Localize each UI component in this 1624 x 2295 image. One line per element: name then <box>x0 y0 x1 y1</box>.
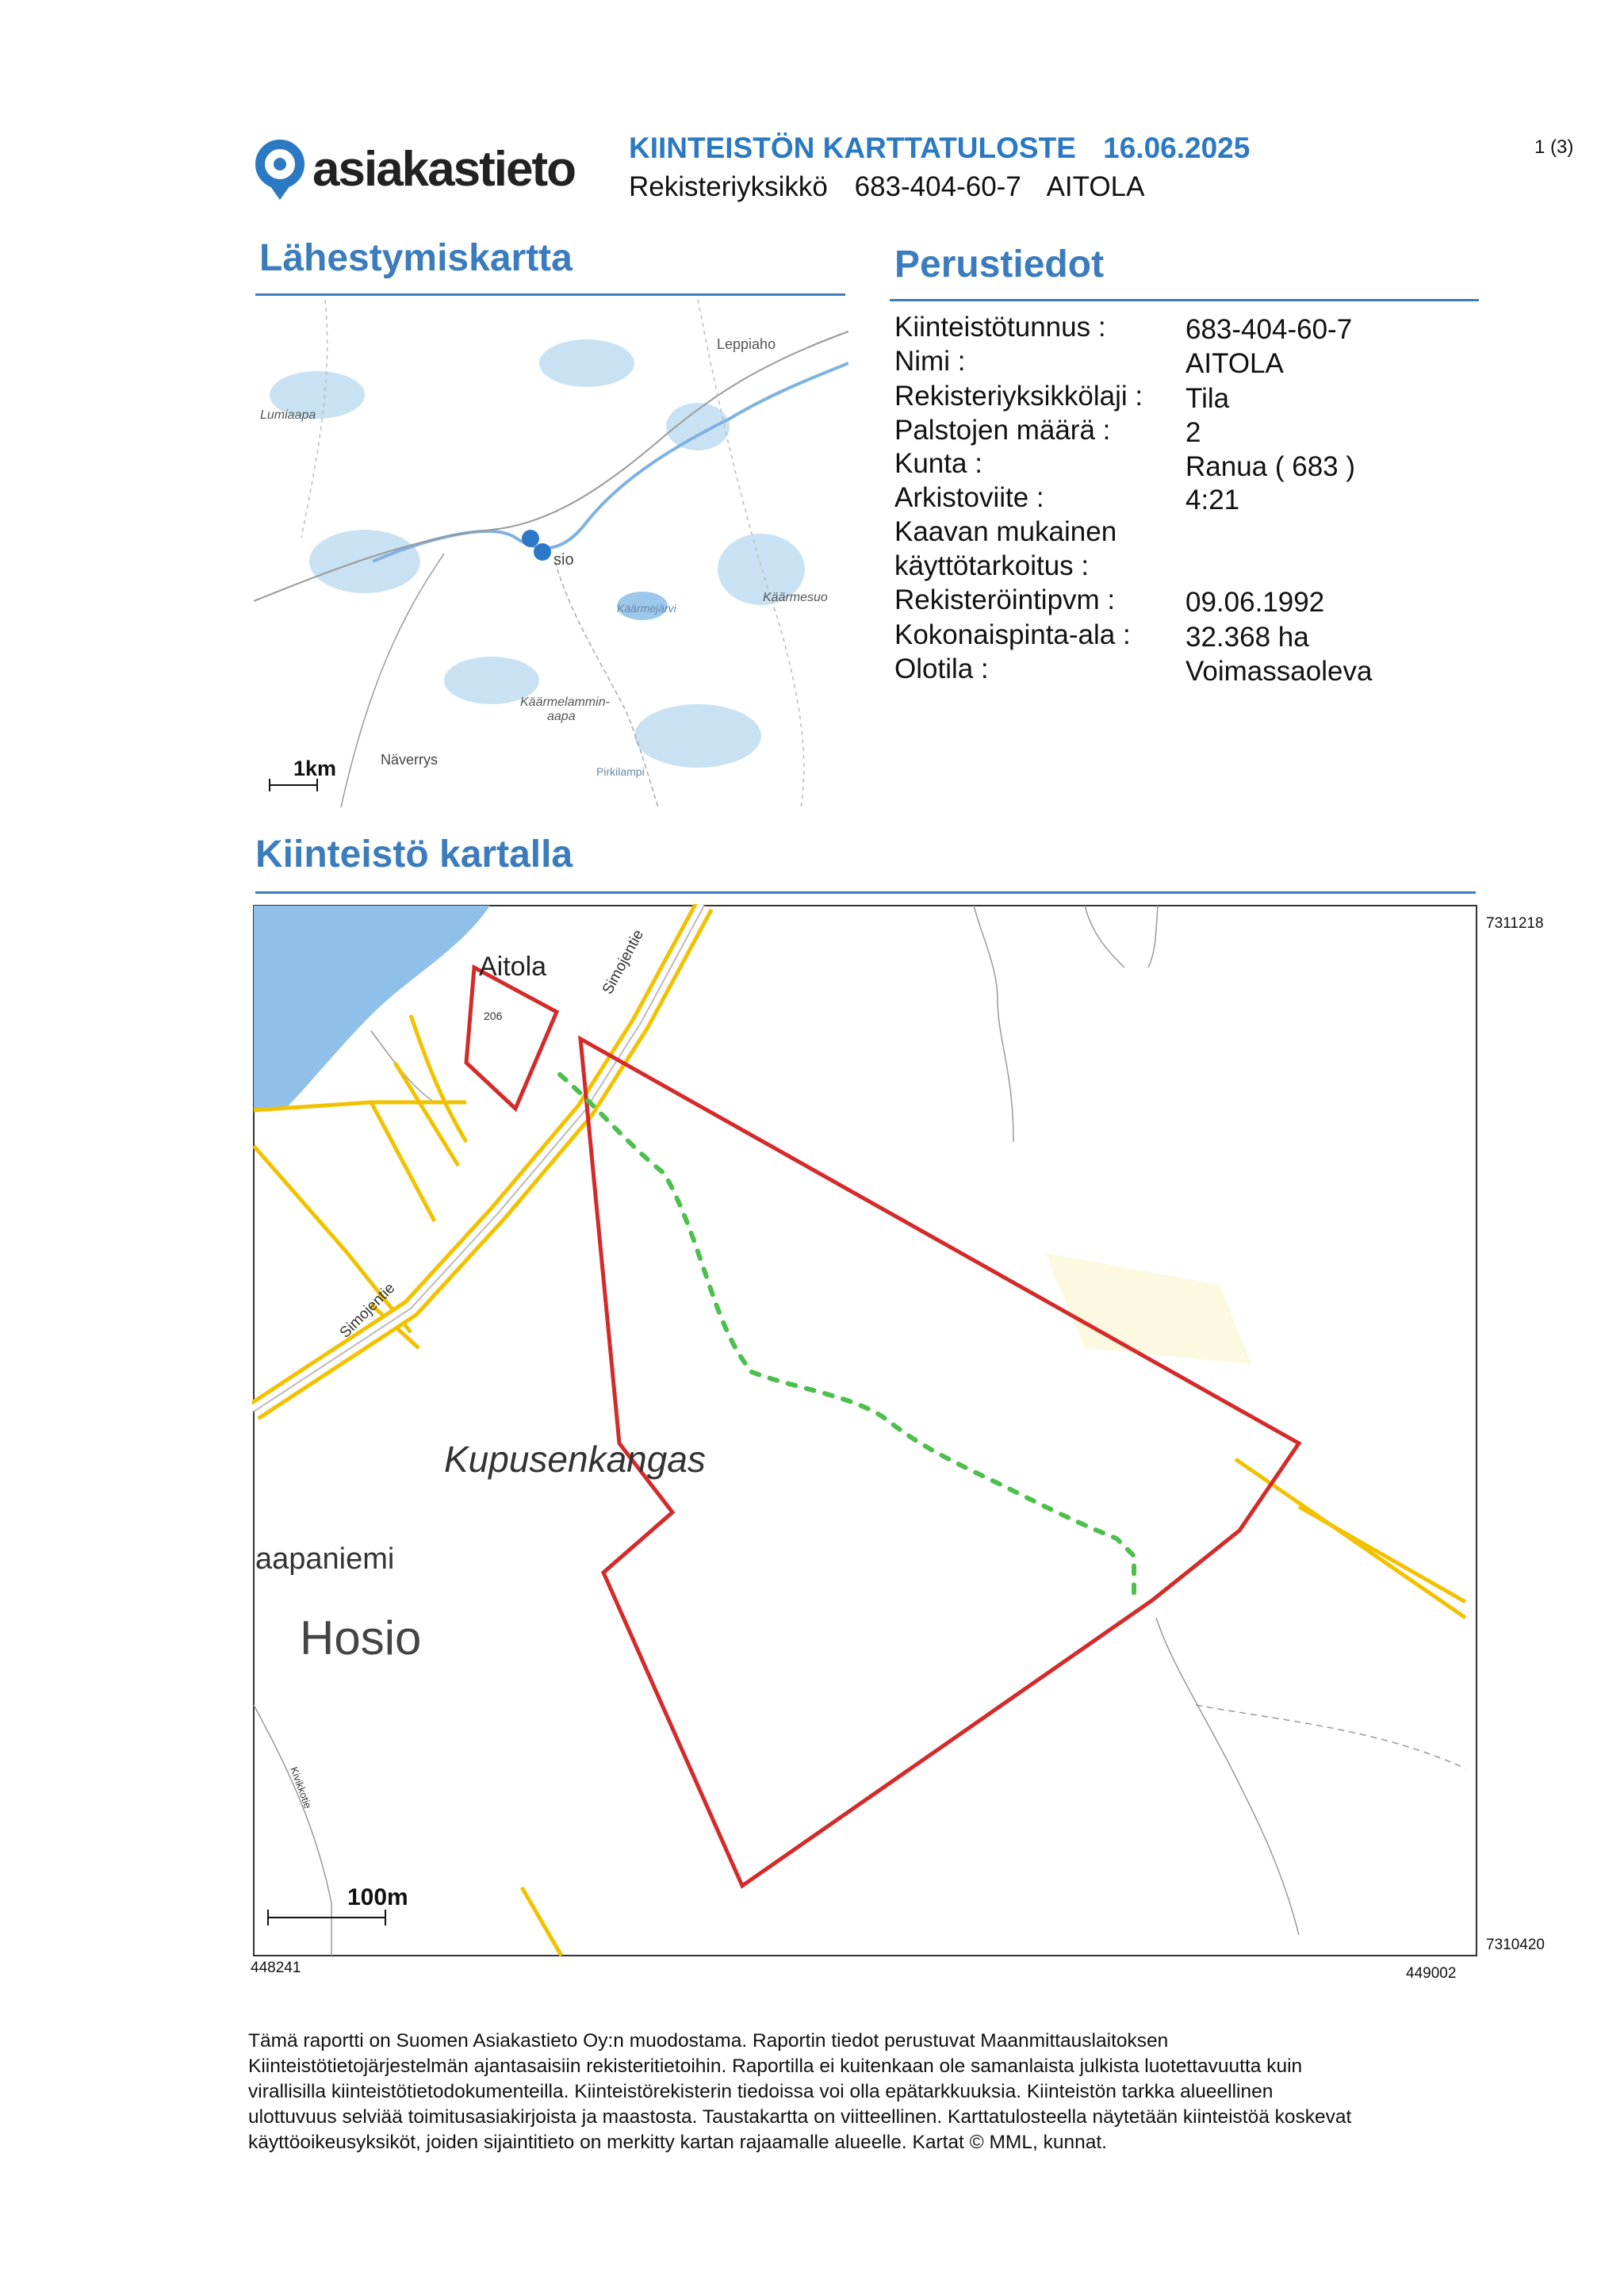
coord-north: 7311218 <box>1486 915 1544 932</box>
footer-line-4: ulottuvuus selviää toimitusasiakirjoista ja maastosta. Taustakartta on viitteellinen. Karttatulosteella näytetään kiinteistöä koskevat <box>248 2106 1352 2128</box>
footer-line-3: virallisilla kiinteistötietodokumenteilla. Kiinteistörekisterin tiedoissa voi olla epätarkkuuksia. Kiinteistön tarkka alueellinen <box>248 2081 1274 2102</box>
info-value-status: Voimassaoleva <box>1185 656 1373 687</box>
info-value-total-area: 32.368 ha <box>1185 622 1309 653</box>
report-title <box>629 132 1250 165</box>
asiakastieto-logo <box>255 136 580 200</box>
label-simojentie-1: Simojentie <box>599 927 648 998</box>
unit-label: Rekisteriyksikkö <box>629 171 828 202</box>
coord-east: 449002 <box>1406 1965 1457 1982</box>
info-label-name: Nimi : <box>894 346 966 377</box>
label-aapaniemi: aapaniemi <box>255 1542 395 1576</box>
label-aitola: Aitola <box>479 952 547 982</box>
approach-map <box>254 300 848 807</box>
label-kaarmesuo: Käärmesuo <box>763 591 828 604</box>
report-date: 16.06.2025 <box>1103 132 1251 164</box>
footer-line-2: Kiinteistötietojärjestelmän ajantasaisiin rekisteritietoihin. Raportilla ei kuitenkaan ole samanlaista julkista luotettavuutta kuin <box>248 2056 1303 2077</box>
info-label-zoning-1: Kaavan mukainen <box>894 516 1117 547</box>
info-label-registration-date: Rekisteröintipvm : <box>894 584 1116 615</box>
label-aapa: aapa <box>547 710 576 723</box>
property-map <box>252 904 1481 1959</box>
label-hosio: sio <box>553 551 574 569</box>
info-label-total-area: Kokonaispinta-ala : <box>894 619 1131 650</box>
property-map-scale-label: 100m <box>347 1884 408 1910</box>
info-value-unit-type: Tila <box>1185 383 1230 414</box>
approach-map-divider <box>255 293 845 296</box>
basic-info-heading: Perustiedot <box>894 243 1105 285</box>
report-title-text: KIINTEISTÖN KARTTATULOSTE <box>629 132 1076 164</box>
property-map-heading: Kiinteistö kartalla <box>255 833 573 875</box>
approach-map-scale-label: 1km <box>293 757 337 780</box>
label-simojentie-2: Simojentie <box>336 1279 399 1342</box>
basic-info-divider <box>890 299 1479 301</box>
info-label-property-id: Kiinteistötunnus : <box>894 312 1106 343</box>
info-value-parcel-count: 2 <box>1185 417 1201 448</box>
coord-south: 7310420 <box>1486 1937 1545 1953</box>
page-number: 1 (3) <box>1534 136 1574 158</box>
info-label-unit-type: Rekisteriyksikkölaji : <box>894 381 1143 412</box>
info-value-property-id: 683-404-60-7 <box>1185 314 1353 345</box>
info-value-name: AITOLA <box>1185 348 1284 379</box>
label-naverrys: Näverrys <box>381 752 439 768</box>
register-unit-line <box>629 171 1163 203</box>
info-value-archive-ref: 4:21 <box>1185 485 1240 515</box>
info-value-registration-date: 09.06.1992 <box>1185 587 1325 618</box>
label-hosio-property: Hosio <box>300 1611 422 1665</box>
location-marker-icon-2 <box>534 543 551 561</box>
info-label-parcel-count: Palstojen määrä : <box>894 415 1111 446</box>
label-lumiaapa: Lumiaapa <box>260 408 316 422</box>
label-leppiaho: Leppiaho <box>717 336 776 352</box>
info-label-municipality: Kunta : <box>894 448 982 479</box>
location-pin-icon <box>255 140 308 203</box>
coord-west: 448241 <box>251 1960 301 1976</box>
label-kaarmejarvi: Käärmejärvi <box>617 602 676 615</box>
info-value-municipality: Ranua ( 683 ) <box>1185 451 1356 482</box>
footer-line-1: Tämä raportti on Suomen Asiakastieto Oy:n muodostama. Raportin tiedot perustuvat Maanmittauslaitoksen <box>248 2030 1169 2052</box>
label-road-206: 206 <box>484 1010 503 1022</box>
approach-map-heading: Lähestymiskartta <box>259 237 573 279</box>
unit-id: 683-404-60-7 <box>854 171 1021 202</box>
property-map-divider <box>255 891 1476 894</box>
info-label-zoning-2: käyttötarkoitus : <box>894 550 1090 581</box>
location-marker-icon <box>522 530 539 547</box>
unit-name: AITOLA <box>1046 171 1145 202</box>
label-kaarmelammin: Käärmelammin- <box>520 695 610 709</box>
info-label-archive-ref: Arkistoviite : <box>894 482 1044 513</box>
label-kupusenkangas: Kupusenkangas <box>444 1439 706 1480</box>
label-pirkilampi: Pirkilampi <box>596 765 645 778</box>
info-label-status: Olotila : <box>894 653 989 684</box>
logo-text: asiakastieto <box>312 142 575 197</box>
footer-line-5: käyttöoikeusyksiköt, joiden sijaintitieto on merkitty kartan rajaamalle alueelle. Kartat © MML, kunnat. <box>248 2132 1107 2153</box>
label-kivikkotie: Kivikkotie <box>288 1764 315 1810</box>
